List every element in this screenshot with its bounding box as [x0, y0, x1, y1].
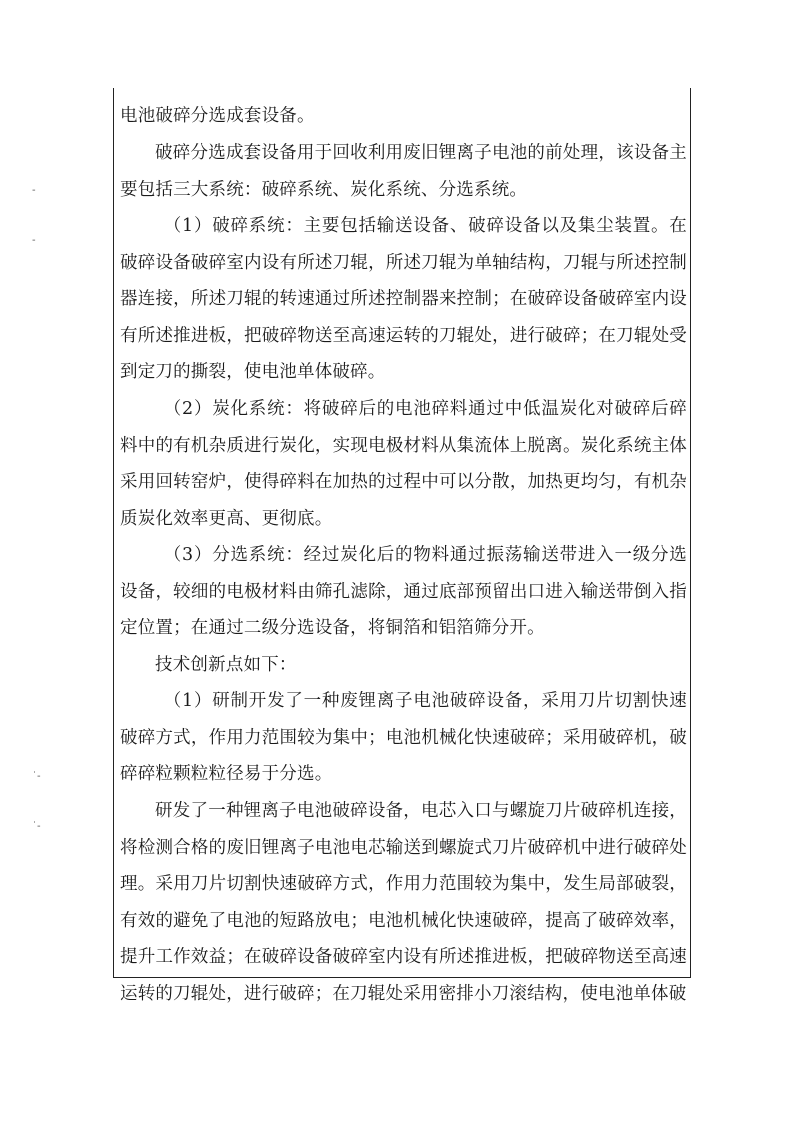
- paragraph-crushing-system: （1）破碎系统：主要包括输送设备、破碎设备以及集尘装置。在破碎设备破碎室内设有所述刀辊，所述刀辊为单轴结构，刀辊与所述控制器连接，所述刀辊的转速通过所述控制器来控制；在破碎设备破碎室内设有所述推进板，把破碎物送至高速运转的刀辊处，进行破碎；在刀辊处受到定刀的撕裂，使电池单体破碎。: [120, 216, 687, 383]
- margin-scan-mark: -: [32, 185, 36, 196]
- paragraph-continuation: 电池破碎分选成套设备。: [120, 106, 315, 126]
- paragraph-sorting-system: （3）分选系统：经过炭化后的物料通过振荡输送带进入一级分选设备，较细的电极材料由筛孔滤除，通过底部预留出口进入输送带倒入指定位置；在通过二级分选设备，将铜箔和铝箔筛分开。: [120, 545, 687, 639]
- margin-scan-mark: -: [32, 235, 36, 246]
- paragraph-innovation-heading: 技术创新点如下：: [155, 655, 297, 675]
- margin-scan-mark: ˙-: [32, 821, 41, 832]
- paragraph-overview: 破碎分选成套设备用于回收利用废旧锂离子电池的前处理，该设备主要包括三大系统：破碎系统、炭化系统、分选系统。: [120, 143, 687, 200]
- margin-scan-mark: ˙-: [32, 771, 41, 782]
- paragraph-crushing-device-detail: 研发了一种锂离子电池破碎设备，电芯入口与螺旋刀片破碎机连接，将检测合格的废旧锂离子电池电芯输送到螺旋式刀片破碎机中进行破碎处理。采用刀片切割快速破碎方式，作用力范围较为集中，发生局部破裂，有效的避免了电池的短路放电；电池机械化快速破碎，提高了破碎效率，提升工作效益；在破碎设备破碎室内设有所述推进板，把破碎物送至高速运转的刀辊处，进行破碎；在刀辊处采用密排小刀滚结构，使电池单体破: [120, 801, 687, 1004]
- paragraph-carbonization-system: （2）炭化系统：将破碎后的电池碎料通过中低温炭化对破碎后碎料中的有机杂质进行炭化，实现电极材料从集流体上脱离。炭化系统主体采用回转窑炉，使得碎料在加热的过程中可以分散，加热更均匀，有机杂质炭化效率更高、更彻底。: [120, 399, 687, 529]
- paragraph-innovation-point-1: （1）研制开发了一种废锂离子电池破碎设备，采用刀片切割快速破碎方式，作用力范围较为集中；电池机械化快速破碎；采用破碎机，破碎碎粒颗粒粒径易于分选。: [120, 691, 687, 785]
